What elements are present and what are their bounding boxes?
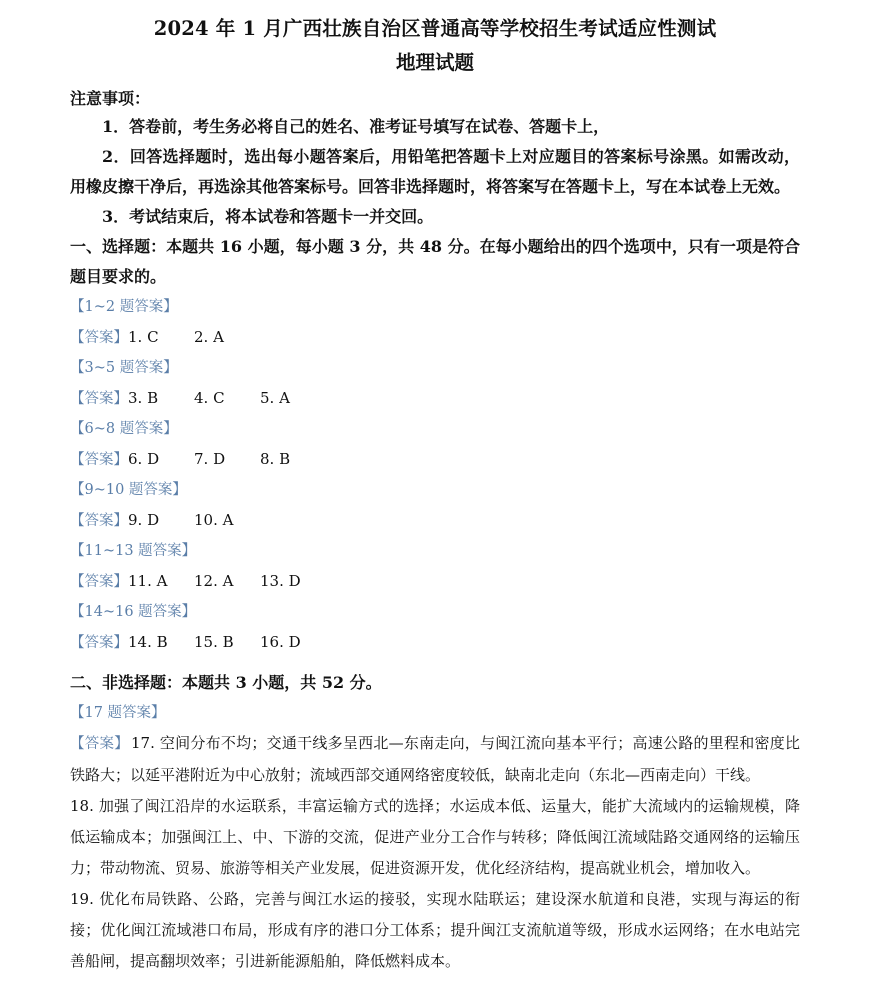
- answer-item: 1. C: [128, 328, 159, 346]
- answer-item: 8. B: [260, 450, 291, 468]
- answer-row-9-10: [70, 505, 800, 536]
- answer-row-6-8: [70, 444, 800, 475]
- answer-item: 2. A: [194, 328, 224, 346]
- answer-tag: 【答案】: [70, 391, 128, 407]
- answer-item: 5. A: [260, 389, 290, 407]
- answer-item: 10. A: [194, 511, 234, 529]
- answer-group-label-9-10: 【9~10 题答案】: [70, 482, 187, 498]
- answer-item: 7. D: [194, 450, 226, 468]
- answer-tag: 【答案】: [70, 330, 128, 346]
- answer-group-label-6-8: 【6~8 题答案】: [70, 421, 178, 437]
- answer-tag: 【答案】: [70, 736, 129, 752]
- answer-tag: 【答案】: [70, 452, 128, 468]
- answer-row-11-13: [70, 566, 800, 597]
- answer-group-label-14-16: 【14~16 题答案】: [70, 604, 197, 620]
- page-subtitle: 地理试题: [395, 51, 474, 74]
- notice-item-2: 2．回答选择题时，选出每小题答案后，用铅笔把答题卡上对应题目的答案标号涂黑。如需改动，用橡皮擦干净后，再选涂其他答案标号。回答非选择题时，将答案写在答题卡上，写在本试卷上无效。: [70, 147, 800, 196]
- section-two-heading: 二、非选择题：本题共 3 小题，共 52 分。: [70, 673, 382, 692]
- answer-item: 16. D: [260, 633, 301, 651]
- answer-paragraph-17: [70, 728, 800, 791]
- answer-paragraph-18: 18. 加强了闽江沿岸的水运联系，丰富运输方式的选择；水运成本低、运量大，能扩大流域内的运输规模，降低运输成本；加强闽江上、中、下游的交流，促进产业分工合作与转移；降低闽江流域陆路交通网络的运输压力；带动物流、贸易、旅游等相关产业发展，促进资源开发，优化经济结构，提高就业机会，增加收入。: [70, 797, 800, 877]
- answer-item: 4. C: [194, 389, 225, 407]
- answer-paragraph-19: 19. 优化布局铁路、公路，完善与闽江水运的接驳，实现水陆联运；建设深水航道和良港，实现与海运的衔接；优化闽江流域港口布局，形成有序的港口分工体系；提升闽江支流航道等级，形成水运网络；在水电站完善船闸，提高翻坝效率；引进新能源船舶，降低燃料成本。: [70, 890, 800, 970]
- page-title: 2024 年 1 月广西壮族自治区普通高等学校招生考试适应性测试: [153, 17, 717, 40]
- answer-item: 12. A: [194, 572, 234, 590]
- answer-row-1-2: [70, 322, 800, 353]
- answer-tag: 【答案】: [70, 635, 128, 651]
- answer-item: 9. D: [128, 511, 160, 529]
- notice-item-1: 1．答卷前，考生务必将自己的姓名、准考证号填写在试卷、答题卡上，: [102, 117, 610, 136]
- answer-group-label-17: 【17 题答案】: [70, 705, 166, 721]
- answer-item: 11. A: [128, 572, 168, 590]
- notice-heading: 注意事项：: [70, 89, 151, 108]
- notice-item-3: 3．考试结束后，将本试卷和答题卡一并交回。: [102, 207, 434, 226]
- answer-17-text: 17. 空间分布不均；交通干线多呈西北—东南走向，与闽江流向基本平行；高速公路的里程和密度比铁路大；以延平港附近为中心放射；流域西部交通网络密度较低，缺南北走向（东北—西南走向）干线。: [70, 734, 800, 784]
- section-one-heading: 一、选择题：本题共 16 小题，每小题 3 分，共 48 分。在每小题给出的四个选项中，只有一项是符合题目要求的。: [70, 237, 800, 286]
- answer-row-3-5: [70, 383, 800, 414]
- answer-item: 14. B: [128, 633, 168, 651]
- answer-item: 3. B: [128, 389, 159, 407]
- answer-tag: 【答案】: [70, 574, 128, 590]
- answer-item: 15. B: [194, 633, 234, 651]
- answer-row-14-16: [70, 627, 800, 658]
- answer-item: 6. D: [128, 450, 160, 468]
- answer-tag: 【答案】: [70, 513, 128, 529]
- answer-group-label-11-13: 【11~13 题答案】: [70, 543, 197, 559]
- answer-group-label-1-2: 【1~2 题答案】: [70, 299, 178, 315]
- answer-group-label-3-5: 【3~5 题答案】: [70, 360, 178, 376]
- answer-item: 13. D: [260, 572, 301, 590]
